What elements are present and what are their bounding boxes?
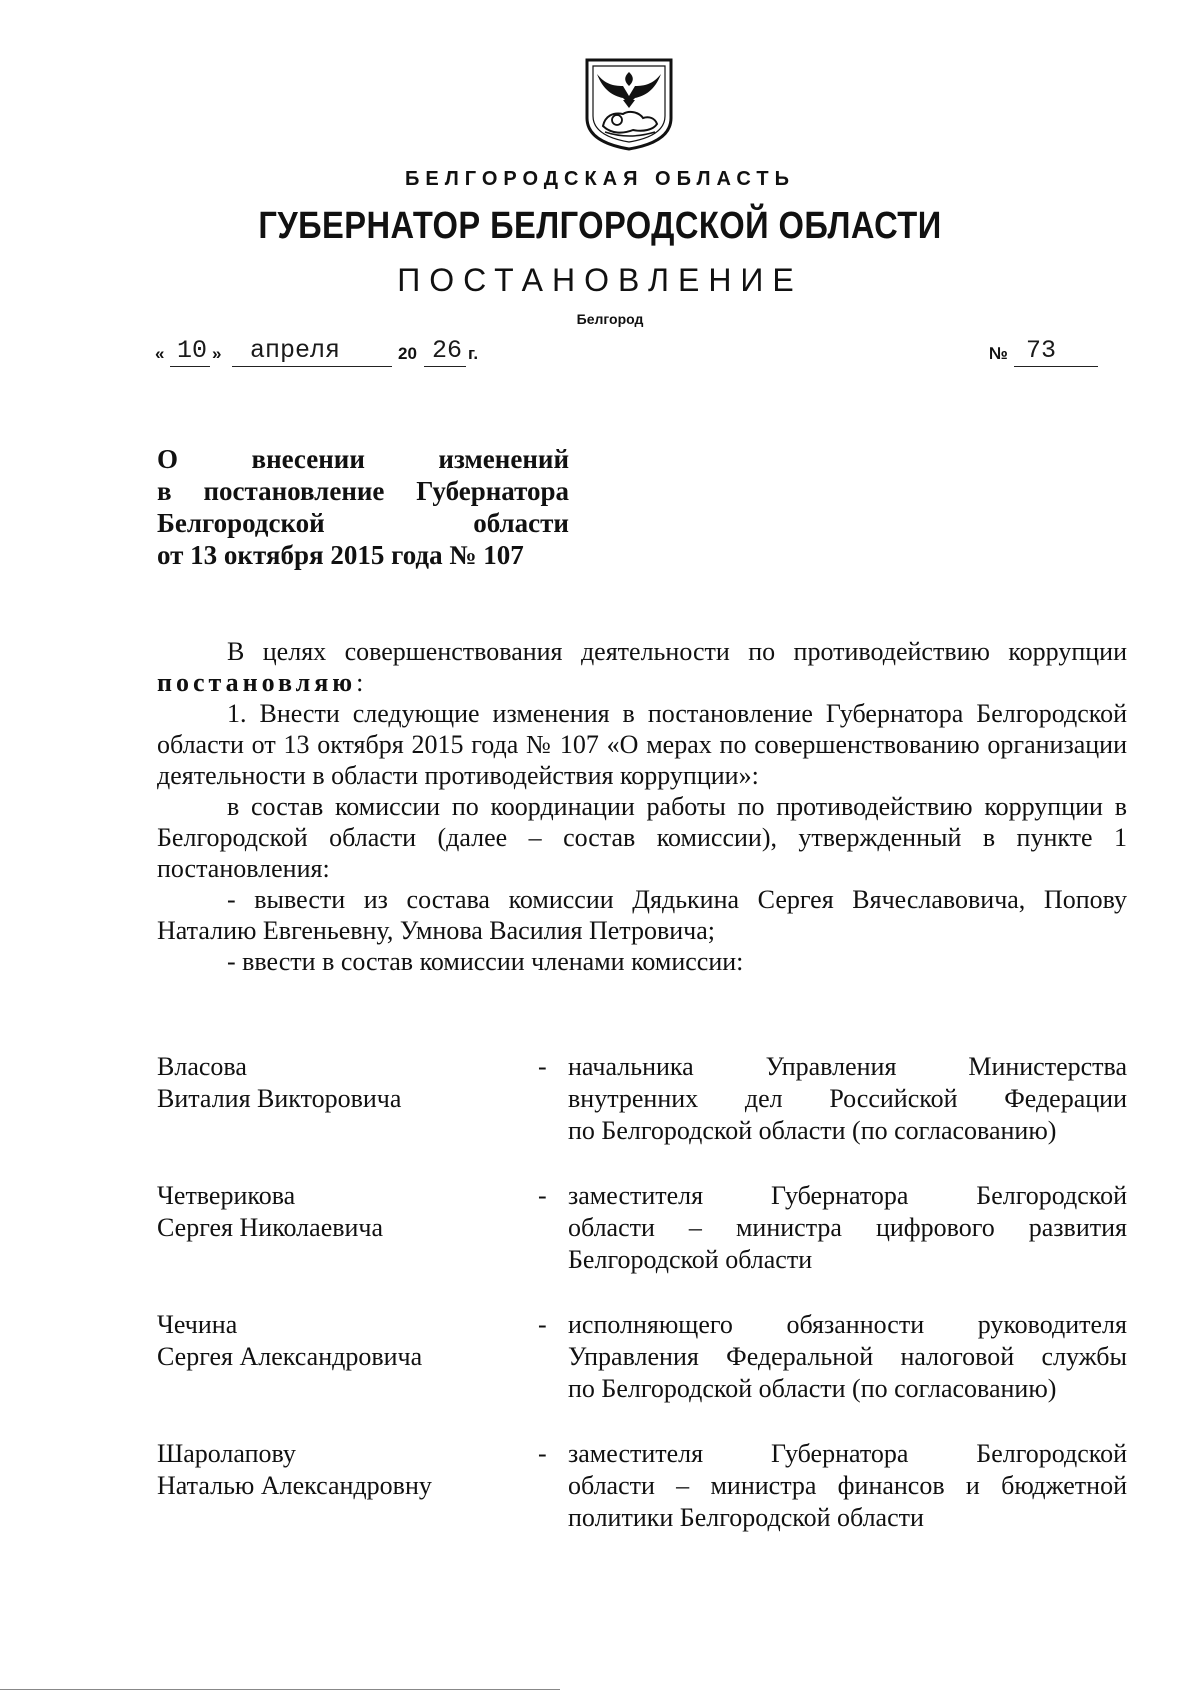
coat-of-arms-icon — [583, 56, 675, 152]
member-name — [157, 1180, 537, 1244]
member-given-names: Сергея Николаевича — [157, 1213, 384, 1242]
title-line: в постановление Губернатора — [157, 476, 569, 506]
position-line: Управления Федеральной налоговой службы — [568, 1342, 1127, 1371]
resolution-keyword: постановляю — [157, 668, 357, 697]
document-body — [157, 636, 1127, 977]
composition-paragraph: в состав комиссии по координации работы по противодействию коррупции в Белгородской области (далее – состав комиссии), утвержденный в пункте 1 постановления: — [157, 792, 1127, 883]
member-position — [568, 1051, 1127, 1147]
member-dash: - — [538, 1310, 547, 1339]
new-members-list — [157, 1051, 1127, 1567]
authority-heading: ГУБЕРНАТОР БЕЛГОРОДСКОЙ ОБЛАСТИ — [258, 205, 942, 247]
member-given-names: Виталия Викторовича — [157, 1084, 402, 1113]
position-line: области – министра финансов и бюджетной — [568, 1471, 1127, 1500]
member-surname: Власова — [157, 1052, 247, 1081]
member-dash: - — [538, 1052, 547, 1081]
number-label: № — [989, 344, 1008, 363]
page-bottom-rule — [0, 1689, 560, 1690]
position-line: политики Белгородской области — [568, 1503, 924, 1532]
member-name — [157, 1051, 537, 1115]
preamble-paragraph — [157, 636, 1127, 698]
title-line: от 13 октября 2015 года № 107 — [157, 540, 524, 570]
member-row — [157, 1180, 1127, 1309]
region-heading: БЕЛГОРОДСКАЯ ОБЛАСТЬ — [405, 168, 795, 190]
dateline — [0, 336, 1200, 368]
date-year-prefix: 20 — [398, 344, 417, 363]
position-line: заместителя Губернатора Белгородской — [568, 1439, 1127, 1468]
member-name — [157, 1309, 537, 1373]
clause-1-paragraph: 1. Внести следующие изменения в постановление Губернатора Белгородской области от 13 октября 2015 года № 107 «О мерах по совершенствованию организации деятельности в области противодействия коррупции»: — [157, 699, 1127, 790]
position-line: начальника Управления Министерства — [568, 1052, 1127, 1081]
member-name — [157, 1438, 537, 1502]
member-position — [568, 1309, 1127, 1405]
member-surname: Чечина — [157, 1310, 238, 1339]
document-number: 73 — [1026, 336, 1057, 365]
preamble-colon: : — [356, 668, 364, 697]
date-close-quote: » — [212, 344, 222, 363]
preamble-text: В целях совершенствования деятельности по противодействию коррупции — [227, 637, 1127, 666]
member-given-names: Сергея Александровича — [157, 1342, 423, 1371]
date-year-suffix: 26 — [432, 336, 463, 365]
date-month: апреля — [250, 336, 341, 365]
member-row — [157, 1309, 1127, 1438]
date-year-mark: г. — [468, 344, 479, 363]
member-given-names: Наталью Александровну — [157, 1471, 432, 1500]
document-title — [157, 443, 569, 571]
title-line: О внесении изменений — [157, 444, 569, 474]
member-row — [157, 1051, 1127, 1180]
position-line: исполняющего обязанности руководителя — [568, 1310, 1127, 1339]
member-surname: Шаролапову — [157, 1439, 296, 1468]
member-surname: Четверикова — [157, 1181, 296, 1210]
date-day: 10 — [177, 336, 208, 365]
position-line: области – министра цифрового развития — [568, 1213, 1127, 1242]
member-dash: - — [538, 1439, 547, 1468]
addition-paragraph: - ввести в состав комиссии членами комиссии: — [227, 947, 744, 976]
position-line: Белгородской области — [568, 1245, 813, 1274]
member-row — [157, 1438, 1127, 1567]
removal-paragraph: - вывести из состава комиссии Дядькина Сергея Вячеславовича, Попову Наталию Евгеньевну, Умнова Василия Петровича; — [157, 885, 1127, 945]
member-dash: - — [538, 1181, 547, 1210]
position-line: по Белгородской области (по согласованию) — [568, 1116, 1057, 1145]
position-line: заместителя Губернатора Белгородской — [568, 1181, 1127, 1210]
title-line: Белгородской области — [157, 508, 569, 538]
date-open-quote: « — [155, 344, 165, 363]
document-type-heading: ПОСТАНОВЛЕНИЕ — [397, 262, 803, 298]
city-label: Белгород — [576, 311, 644, 327]
member-position — [568, 1180, 1127, 1276]
position-line: по Белгородской области (по согласованию) — [568, 1374, 1057, 1403]
member-position — [568, 1438, 1127, 1534]
position-line: внутренних дел Российской Федерации — [568, 1084, 1127, 1113]
